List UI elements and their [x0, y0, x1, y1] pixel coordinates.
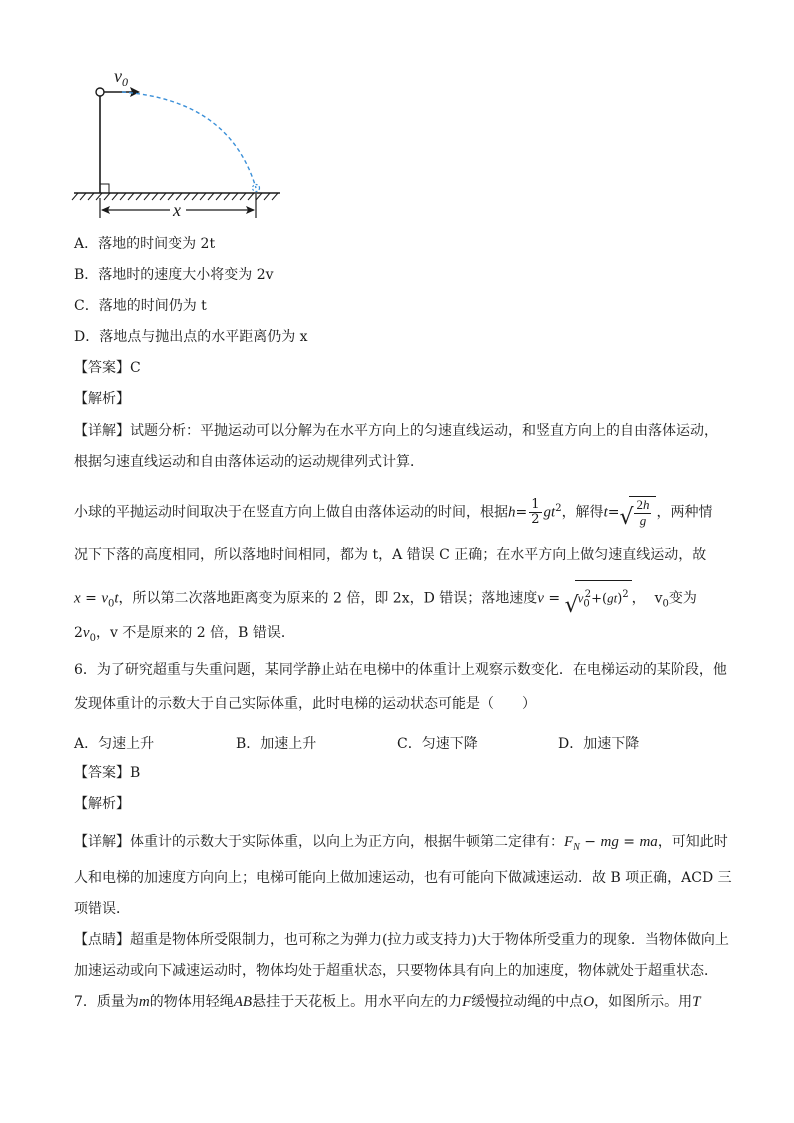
- q5-detail-line-3: 小球的平抛运动时间取决于在竖直方向上做自由落体运动的时间，根据h= $\frac{1}{2}$ $gt^2$，解得t= √ $\frac{2h}{g}$ ，两种情: [74, 497, 713, 531]
- formula-sqrt-2h-over-g: √ $\frac{2h}{g}$: [619, 496, 656, 529]
- formula-landing-speed: √ $v_0^2+(gt)^2$: [565, 580, 632, 617]
- ground-hatching: [72, 193, 278, 200]
- q6-option-d: D．加速下降: [558, 736, 640, 752]
- landing-point: [253, 185, 260, 192]
- q5-option-c: C．落地的时间仍为 t: [74, 298, 207, 314]
- q6-note-line-2: 加速运动或向下减速运动时，物体均处于超重状态，只要物体具有向上的加速度，物体就处于超重状态．: [74, 963, 718, 979]
- formula-x-equals-v0t: x: [74, 590, 81, 607]
- q5-detail-line-1: 【详解】试题分析：平抛运动可以分解为在水平方向上的匀速直线运动，和竖直方向上的自由落体运动，: [74, 423, 718, 439]
- projectile-diagram: [60, 60, 300, 230]
- formula-h-equals: h: [508, 504, 516, 521]
- q5-answer: 【答案】C: [74, 360, 141, 376]
- q6-analysis-heading: 【解析】: [74, 796, 130, 812]
- v0-label: $v_0$: [114, 66, 128, 89]
- q6-answer: 【答案】B: [74, 765, 141, 781]
- q5-detail-line-2: 根据匀速直线运动和自由落体运动的运动规律列式计算．: [74, 454, 424, 470]
- q5-detail-line-5: $x = v_0t$，所以第二次落地距离变为原来的 2 倍，即 2x，D 错误；落地速度v = √ $v_0^2+(gt)^2$ ， $v_0$变为: [74, 580, 697, 618]
- q5-option-d: D．落地点与抛出点的水平距离仍为 x: [74, 329, 308, 345]
- q6-option-c: C．匀速下降: [397, 736, 478, 752]
- q6-stem-line-1: 6．为了研究超重与失重问题，某同学静止站在电梯中的体重计上观察示数变化．在电梯运动的某阶段，他: [74, 662, 727, 678]
- q6-detail-line-3: 项错误．: [74, 901, 130, 917]
- x-label: x: [173, 200, 181, 220]
- fraction-one-half: $\frac{1}{2}$: [531, 497, 540, 528]
- q6-note-line-1: 【点睛】超重是物体所受限制力，也可称之为弹力(拉力或支持力)大于物体所受重力的现象．当物体做向上: [74, 932, 729, 948]
- q5-option-b: B．落地时的速度大小将变为 2v: [74, 267, 274, 283]
- q5-analysis-heading: 【解析】: [74, 391, 130, 407]
- q6-option-b: B．加速上升: [236, 736, 317, 752]
- q5-option-a: A．落地的时间变为 2t: [74, 236, 216, 252]
- ball: [96, 88, 104, 96]
- q6-stem-line-2: 发现体重计的示数大于自己实际体重，此时电梯的运动状态可能是（ ）: [74, 696, 536, 712]
- q5-detail-line-6: $2v_0$，v 不是原来的 2 倍，B 错误．: [74, 625, 295, 644]
- q5-detail-line-4: 况下下落的高度相同，所以落地时间相同，都为 t，A 错误 C 正确；在水平方向上做匀速直线运动，故: [74, 547, 707, 563]
- q6-detail-line-2: 人和电梯的加速度方向向上；电梯可能向上做加速运动，也有可能向下做减速运动．故 B 项正确，ACD 三: [74, 870, 732, 886]
- q6-option-a: A．匀速上升: [74, 736, 155, 752]
- trajectory-curve: [122, 92, 256, 188]
- right-angle-mark: [100, 184, 109, 193]
- q7-stem-line-1: 7．质量为m的物体用轻绳AB悬挂于天花板上。用水平向左的力F缓慢拉动绳的中点O，如图所示。用T: [74, 994, 701, 1010]
- q6-detail-line-1: 【详解】体重计的示数大于实际体重，以向上为正方向，根据牛顿第二定律有：$F_N$ − mg = ma，可知此时: [74, 834, 728, 853]
